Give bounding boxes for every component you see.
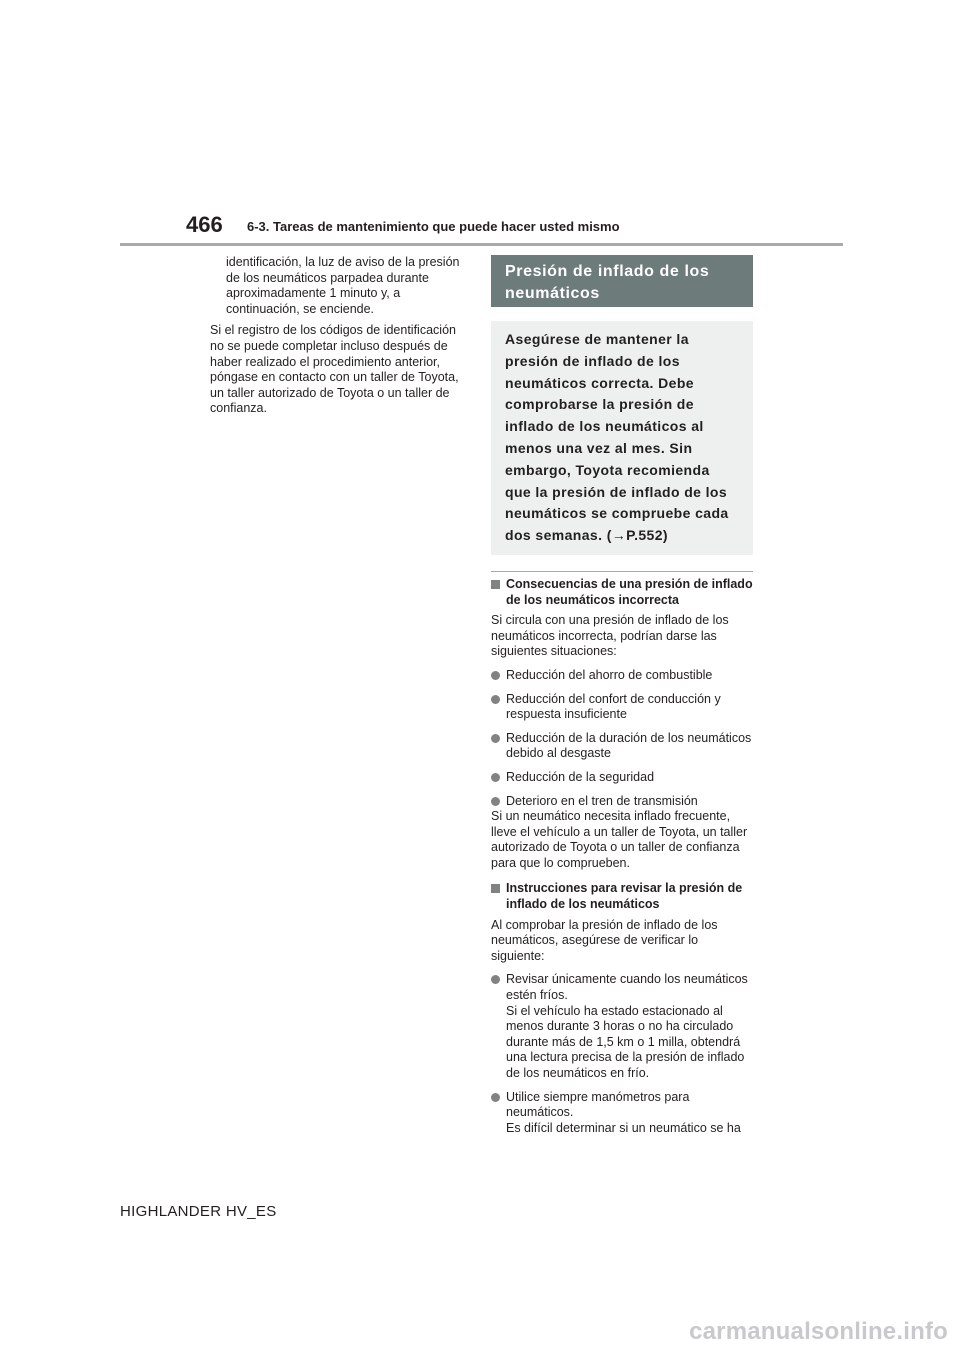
bullet-title: Revisar únicamente cuando los neumáticos estén fríos.	[506, 972, 748, 1003]
list-item: Reducción del confort de conducción y respuesta insuficiente	[491, 692, 753, 723]
left-column	[210, 255, 468, 423]
consequences-outro: Si un neumático necesita inflado frecuente, lleve el vehículo a un taller de Toyota, un taller autorizado de Toyota o un taller de confianza para que lo comprueben.	[491, 809, 748, 870]
bullet-dot-icon	[491, 797, 500, 806]
watermark: carmanualsonline.info	[689, 1318, 948, 1345]
list-item	[491, 1090, 753, 1137]
list-item	[491, 972, 753, 1081]
footer-model: HIGHLANDER HV_ES	[120, 1203, 277, 1220]
subheading-instructions	[491, 881, 753, 912]
lead-box: Asegúrese de mantener la presión de inflado de los neumáticos correcta. Debe comprobarse la presión de inflado de los neumáticos al menos una vez al mes. Sin embargo, Toyota recomienda que la presión de inflado de los neumáticos se compruebe cada dos semanas. (→P.552)	[491, 321, 753, 555]
subheading-consequences	[491, 577, 753, 608]
list-item: Deterioro en el tren de transmisión	[491, 794, 753, 810]
bullet-title: Utilice siempre manómetros para neumáticos.	[506, 1089, 690, 1120]
header-rule	[120, 243, 843, 246]
consequences-intro: Si circula con una presión de inflado de los neumáticos incorrecta, podrían darse las siguientes situaciones:	[491, 613, 729, 659]
bullet-detail: Es difícil determinar si un neumático se ha	[506, 1120, 741, 1135]
left-paragraph-2: Si el registro de los códigos de identificación no se puede completar incluso después de haber realizado el procedimiento anterior, póngase en contacto con un taller de Toyota, un taller autorizado de Toyota o un taller de confianza.	[210, 323, 459, 416]
list-item: Reducción de la duración de los neumáticos debido al desgaste	[491, 731, 753, 762]
list-item: Reducción del ahorro de combustible	[491, 668, 753, 684]
bullet-dot-icon	[491, 773, 500, 782]
bullet-dot-icon	[491, 695, 500, 704]
square-bullet-icon	[491, 580, 500, 589]
bullet-dot-icon	[491, 1093, 500, 1102]
section-divider	[491, 571, 753, 572]
page-number: 466	[186, 212, 223, 237]
list-item: Reducción de la seguridad	[491, 770, 753, 786]
section-title-box: Presión de inflado de los neumáticos	[491, 255, 753, 307]
instructions-intro: Al comprobar la presión de inflado de los neumáticos, asegúrese de verificar lo siguiente:	[491, 917, 718, 963]
subheading-text: Instrucciones para revisar la presión de inflado de los neumáticos	[506, 881, 743, 912]
bullet-dot-icon	[491, 734, 500, 743]
bullet-dot-icon	[491, 975, 500, 984]
left-paragraph-1: identificación, la luz de aviso de la presión de los neumáticos parpadea durante aproximadamente 1 minuto y, a continuación, se enciende.	[226, 255, 460, 316]
bullet-detail: Si el vehículo ha estado estacionado al menos durante 3 horas o no ha circulado durante más de 1,5 km o 1 milla, obtendrá una lectura precisa de la presión de inflado de los neumáticos en frío.	[506, 1003, 745, 1080]
subheading-text: Consecuencias de una presión de inflado de los neumáticos incorrecta	[506, 576, 753, 607]
right-column	[491, 255, 753, 1136]
section-title: 6-3. Tareas de mantenimiento que puede hacer usted mismo	[247, 219, 620, 234]
bullet-dot-icon	[491, 671, 500, 680]
square-bullet-icon	[491, 884, 500, 893]
